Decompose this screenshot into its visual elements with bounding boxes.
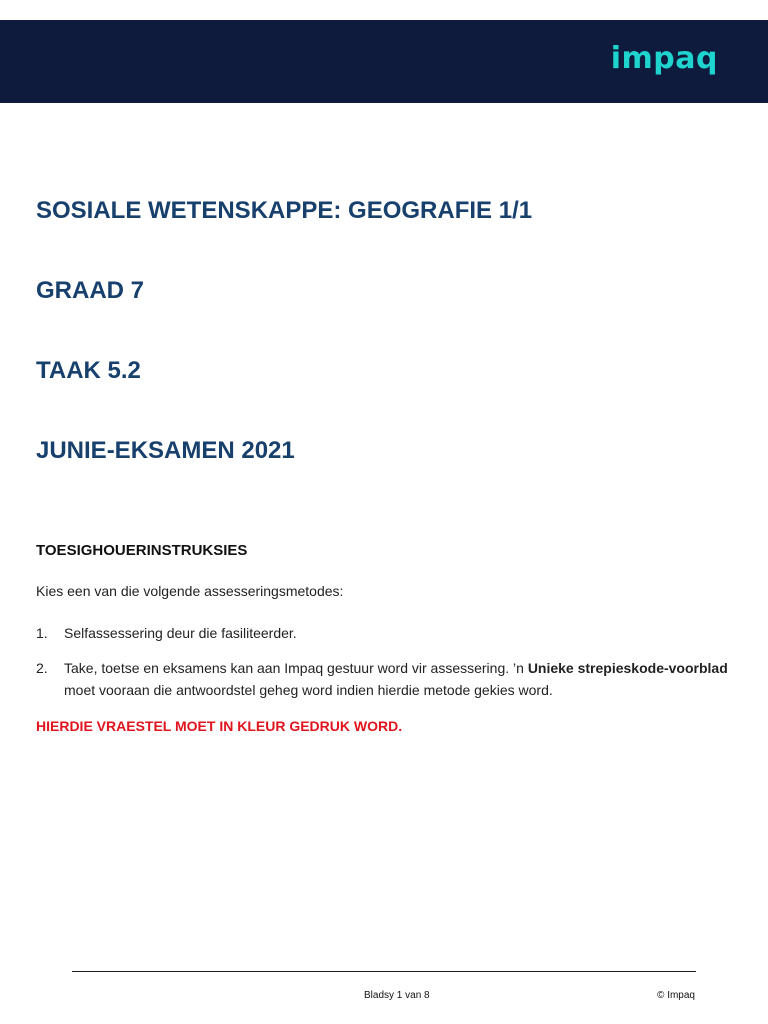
invigilator-instructions-heading: TOESIGHOUERINSTRUKSIES [36,542,248,559]
list-item-number: 1. [36,625,48,641]
exam-title: JUNIE-EKSAMEN 2021 [36,437,295,464]
impaq-logo: impaq [610,41,718,76]
assessment-methods-list [36,622,736,714]
grade-title: GRAAD 7 [36,277,145,304]
subject-title: SOSIALE WETENSKAPPE: GEOGRAFIE 1/1 [36,197,533,224]
task-title: TAAK 5.2 [36,357,141,384]
colour-print-warning: HIERDIE VRAESTEL MOET IN KLEUR GEDRUK WORD. [36,718,403,734]
header-band [0,20,768,103]
list-item [36,622,736,644]
list-item-text-continued: moet vooraan die antwoordstel geheg word indien hierdie metode gekies word. [64,682,553,698]
footer-divider [72,971,696,972]
copyright-notice: © Impaq [657,990,695,1001]
list-item-text: Selfassessering deur die fasiliteerder. [64,625,297,641]
list-item [36,657,736,701]
barcode-cover-emphasis: Unieke strepieskode-voorblad [527,660,728,676]
list-item-number: 2. [36,660,48,676]
page-number: Bladsy 1 van 8 [364,990,430,1001]
assessment-methods-intro: Kies een van die volgende assesseringsmetodes: [36,583,344,599]
list-item-text: Take, toetse en eksamens kan aan Impaq gestuur word vir assessering. ’n [64,660,528,676]
